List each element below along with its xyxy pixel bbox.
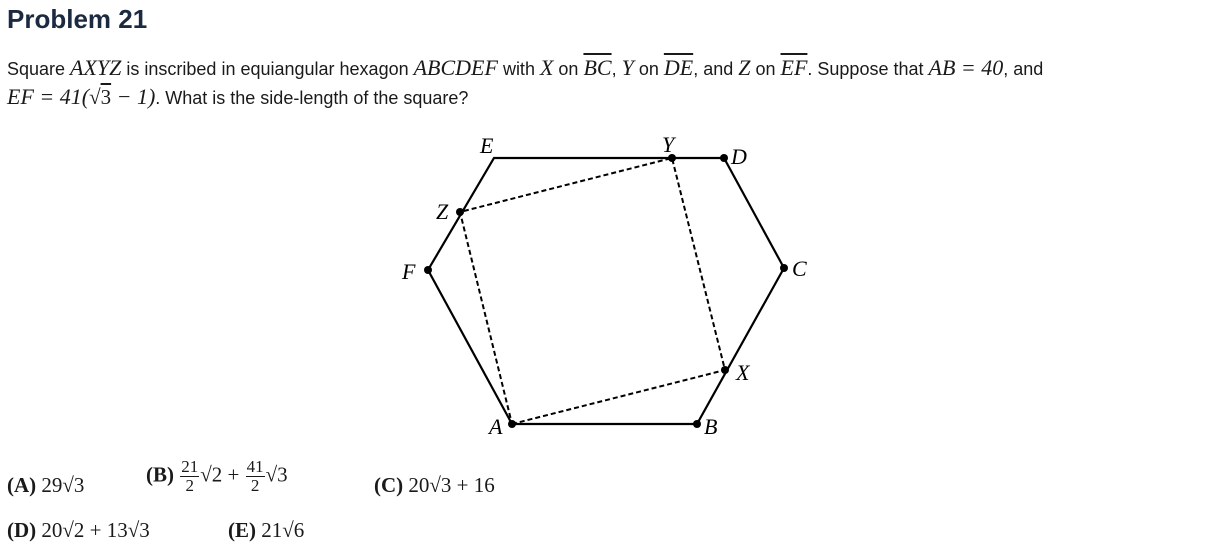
- label-b: B: [704, 414, 718, 439]
- choice-b[interactable]: (B) $\frac{21}{2}$ √2 + $\frac{41}{2}$ √3: [146, 457, 288, 495]
- label-d: D: [731, 144, 747, 169]
- label-z: Z: [436, 199, 449, 224]
- point-b: [693, 420, 701, 428]
- problem-statement: Square AXYZ is inscribed in equiangular hexagon ABCDEF with X on $\overline{BC}$, Y on $\overline{DE}$, and Z on $\overline{EF}$. Suppose that AB = 40, and EF = 41(√3 − 1). What is the side-length of the square?: [7, 55, 1044, 109]
- point-d: [720, 154, 728, 162]
- fraction-21-2: $\frac{21}{2}$: [181, 457, 199, 495]
- choice-a[interactable]: (A) 29√3: [7, 473, 85, 497]
- point-a: [508, 420, 516, 428]
- problem-title: Problem 21: [7, 4, 148, 34]
- inscribed-square: [460, 158, 725, 424]
- label-e: E: [480, 133, 494, 158]
- label-a: A: [489, 414, 503, 439]
- label-f: F: [402, 259, 416, 284]
- point-f: [424, 266, 432, 274]
- hexagon: [428, 158, 784, 424]
- choice-c[interactable]: (C) 20√3 + 16: [374, 473, 495, 497]
- point-c: [780, 264, 788, 272]
- label-x: X: [736, 360, 750, 385]
- choice-d[interactable]: (D) 20√2 + 13√3: [7, 518, 150, 542]
- label-c: C: [792, 256, 807, 281]
- point-z: [456, 208, 464, 216]
- label-y: Y: [662, 132, 675, 157]
- point-x: [721, 366, 729, 374]
- fraction-41-2: $\frac{41}{2}$: [246, 457, 264, 495]
- choice-e[interactable]: (E) 21√6: [228, 518, 305, 542]
